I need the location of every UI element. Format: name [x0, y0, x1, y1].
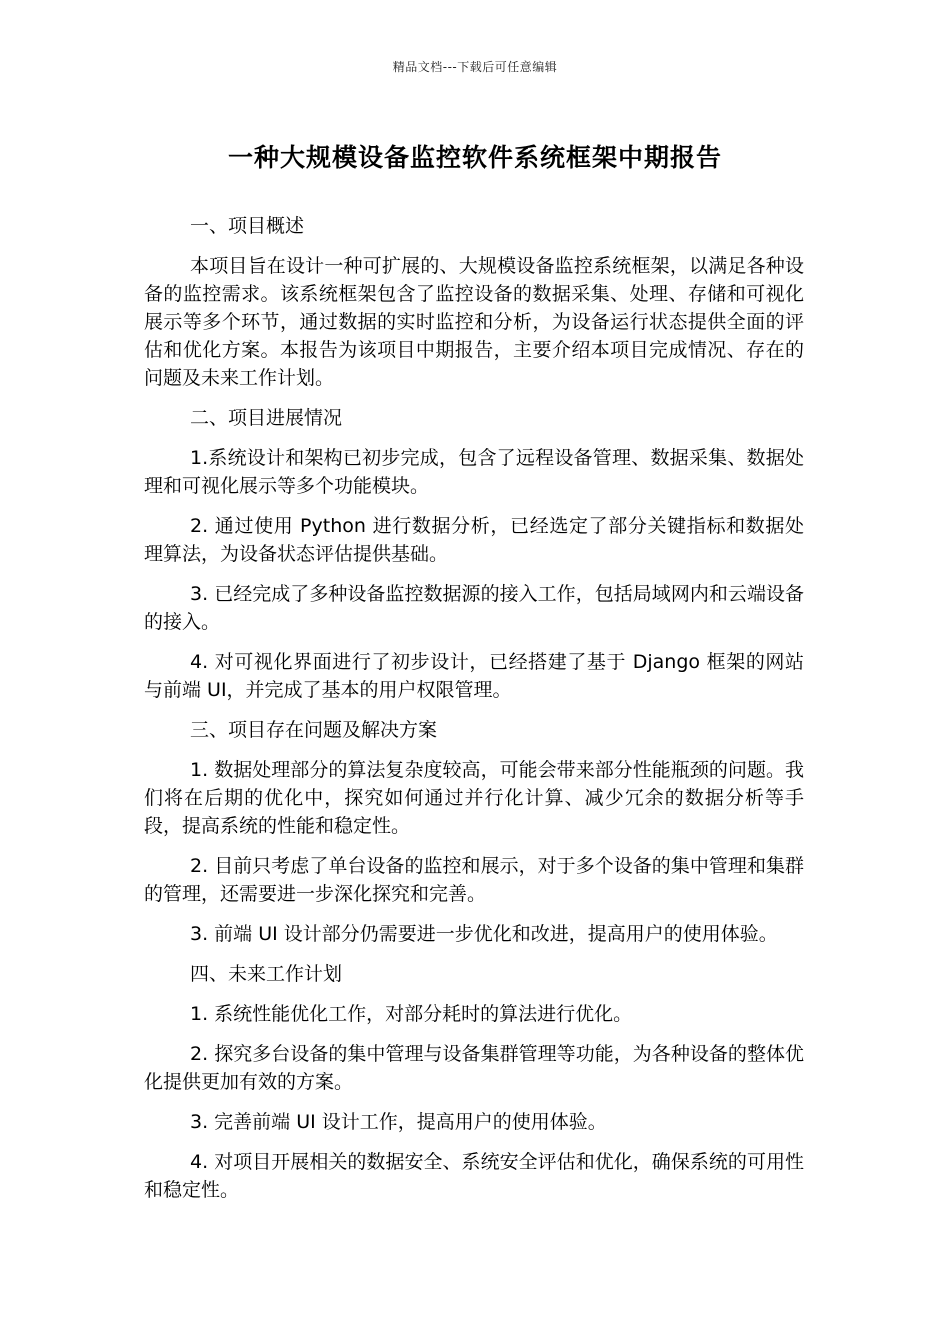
document-body [144, 212, 804, 1216]
progress-item-2: 2. 通过使用 Python 进行数据分析，已经选定了部分关键指标和数据处理算法，为设备状态评估提供基础。 [144, 515, 804, 565]
plan-item-4: 4. 对项目开展相关的数据安全、系统安全评估和优化，确保系统的可用性和稳定性。 [144, 1151, 804, 1201]
section-heading-plan: 四、未来工作计划 [190, 963, 343, 985]
header-note: 精品文档---下载后可任意编辑 [392, 60, 558, 74]
issue-item-3: 3. 前端 UI 设计部分仍需要进一步优化和改进，提高用户的使用体验。 [190, 923, 778, 945]
plan-item-1: 1. 系统性能优化工作，对部分耗时的算法进行优化。 [190, 1003, 633, 1025]
section-heading-progress: 二、项目进展情况 [190, 407, 343, 429]
overview-paragraph: 本项目旨在设计一种可扩展的、大规模设备监控系统框架，以满足各种设备的监控需求。该系统框架包含了监控设备的数据采集、处理、存储和可视化展示等多个环节，通过数据的实时监控和分析，为设备运行状态提供全面的评估和优化方案。本报告为该项目中期报告，主要介绍本项目完成情况、存在的问题及未来工作计划。 [144, 255, 804, 389]
issue-item-1: 1. 数据处理部分的算法复杂度较高，可能会带来部分性能瓶颈的问题。我们将在后期的优化中，探究如何通过并行化计算、减少冗余的数据分析等手段，提高系统的性能和稳定性。 [144, 759, 804, 837]
progress-item-3: 3. 已经完成了多种设备监控数据源的接入工作，包括局域网内和云端设备的接入。 [144, 583, 804, 633]
plan-item-3: 3. 完善前端 UI 设计工作，提高用户的使用体验。 [190, 1111, 607, 1133]
progress-item-4: 4. 对可视化界面进行了初步设计，已经搭建了基于 Django 框架的网站与前端 UI，并完成了基本的用户权限管理。 [144, 651, 804, 701]
section-heading-issues: 三、项目存在问题及解决方案 [190, 719, 438, 741]
issue-item-2: 2. 目前只考虑了单台设备的监控和展示，对于多个设备的集中管理和集群的管理，还需要进一步深化探究和完善。 [144, 855, 804, 905]
progress-item-1: 1.系统设计和架构已初步完成，包含了远程设备管理、数据采集、数据处理和可视化展示等多个功能模块。 [144, 447, 804, 497]
document-title: 一种大规模设备监控软件系统框架中期报告 [227, 143, 722, 172]
section-heading-overview: 一、项目概述 [190, 215, 305, 237]
plan-item-2: 2. 探究多台设备的集中管理与设备集群管理等功能，为各种设备的整体优化提供更加有效的方案。 [144, 1043, 804, 1093]
